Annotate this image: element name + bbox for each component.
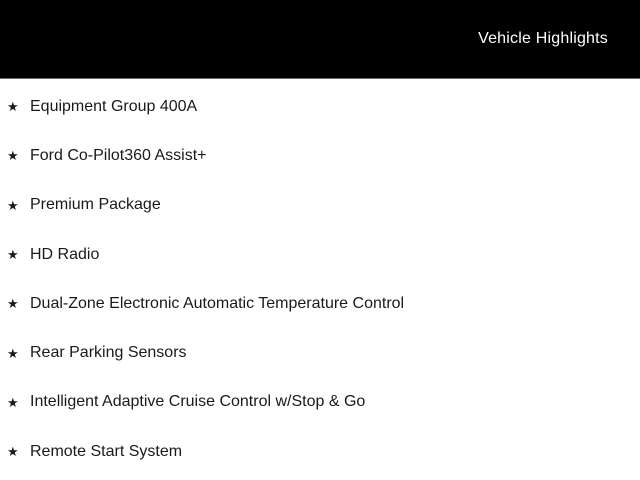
star-icon: ★ xyxy=(7,444,19,460)
star-icon: ★ xyxy=(7,148,19,164)
list-item xyxy=(0,427,640,476)
feature-label: Remote Start System xyxy=(30,442,183,460)
star-icon: ★ xyxy=(7,345,19,361)
feature-list xyxy=(0,79,640,476)
list-item xyxy=(0,82,640,131)
list-item xyxy=(0,131,640,180)
list-item xyxy=(0,378,640,427)
feature-label: Premium Package xyxy=(30,196,161,214)
feature-label: Rear Parking Sensors xyxy=(30,344,187,362)
feature-label: Intelligent Adaptive Cruise Control w/Stop & Go xyxy=(30,393,366,411)
list-item xyxy=(0,279,640,328)
feature-label: HD Radio xyxy=(30,245,100,263)
feature-label: Dual-Zone Electronic Automatic Temperature Control xyxy=(30,294,405,312)
vehicle-highlights-header xyxy=(0,0,640,79)
star-icon: ★ xyxy=(7,247,19,263)
star-icon: ★ xyxy=(7,296,19,312)
star-icon: ★ xyxy=(7,394,19,410)
feature-label: Equipment Group 400A xyxy=(30,97,198,115)
list-item xyxy=(0,181,640,230)
star-icon: ★ xyxy=(7,99,19,115)
star-icon: ★ xyxy=(7,197,19,213)
list-item xyxy=(0,328,640,377)
list-item xyxy=(0,230,640,279)
page-title: Vehicle Highlights xyxy=(478,30,608,47)
feature-label: Ford Co-Pilot360 Assist+ xyxy=(30,146,207,164)
